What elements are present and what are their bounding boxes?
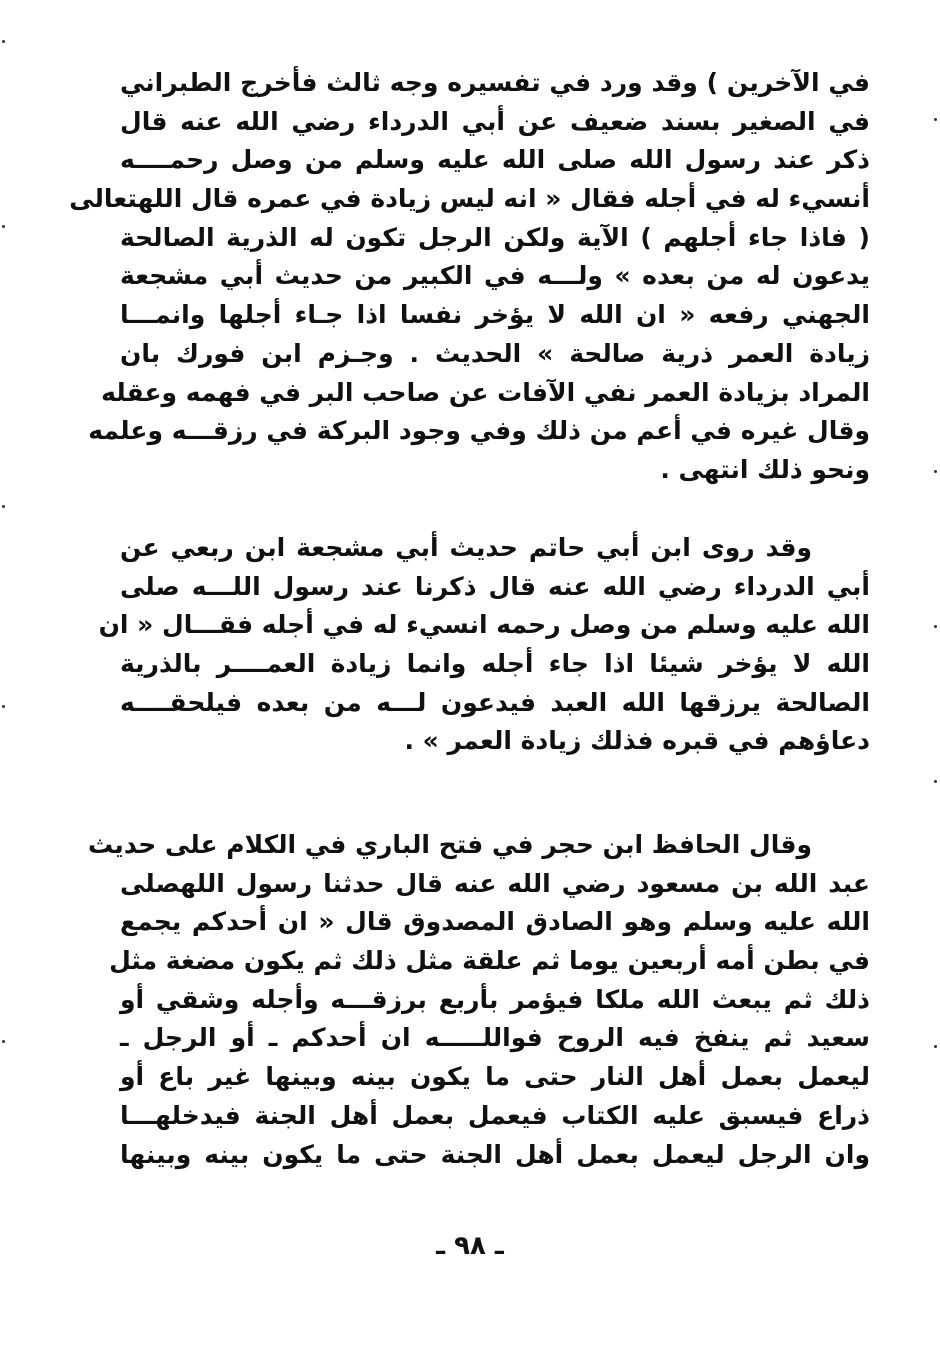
text-line: سعيد ثم ينفخ فيه الروح فواللـــــه ان أحدكم ـ أو الرجل ـ	[120, 1023, 870, 1053]
scan-speck	[2, 1040, 5, 1043]
scan-speck	[934, 1045, 937, 1048]
text-line: أبي الدرداء رضي الله عنه قال ذكرنا عند رسول اللـــه صلى	[120, 571, 870, 601]
scan-speck	[934, 118, 937, 121]
text-line: في الآخرين ) وقد ورد في تفسيره وجه ثالث فأخرج الطبراني	[120, 68, 870, 97]
text-line: وقال غيره في أعم من ذلك وفي وجود البركة في رزقـــه وعلمه	[88, 416, 870, 446]
scan-speck	[2, 40, 5, 43]
text-line: الصالحة يرزقها الله العبد فيدعون لـــه من بعده فيلحقــــه	[120, 687, 870, 717]
text-line: وقال الحافظ ابن حجر في فتح الباري في الكلام على حديث	[87, 830, 812, 859]
text-line: الجهني رفعه « ان الله لا يؤخر نفسا اذا جـاء أجلها وانمـــا	[120, 300, 870, 330]
text-line: وان الرجل ليعمل بعمل أهل الجنة حتى ما يكون بينه وبينها	[120, 1139, 870, 1169]
text-line: أنسيء له في أجله فقال « انه ليس زيادة في عمره قال اللهتعالى	[69, 184, 870, 214]
text-line: ( فاذا جاء أجلهم ) الآية ولكن الرجل تكون له الذرية الصالحة	[120, 222, 870, 252]
paragraph-2	[98, 529, 870, 761]
paragraph-1	[69, 64, 870, 490]
text-line: المراد بزيادة العمر نفي الآفات عن صاحب البر في فهمه وعقله	[101, 377, 870, 407]
scan-speck	[934, 780, 937, 783]
scan-speck	[2, 505, 5, 508]
text-line: دعاؤهم في قبره فذلك زيادة العمر » .	[404, 726, 870, 756]
text-line: ونحو ذلك انتهى .	[660, 454, 870, 484]
paragraph-3	[87, 826, 870, 1174]
scan-speck	[934, 625, 937, 628]
scan-speck	[2, 225, 5, 228]
text-line: الله عليه وسلم وهو الصادق المصدوق قال « ان أحدكم يجمع	[120, 907, 870, 937]
text-line: ذكر عند رسول الله صلى الله عليه وسلم من وصل رحمــــه	[120, 145, 870, 175]
text-line: ذلك ثم يبعث الله ملكا فيؤمر بأربع برزقـــه وأجله وشقي أو	[120, 984, 870, 1014]
text-line: في الصغير بسند ضعيف عن أبي الدرداء رضي الله عنه قال	[120, 106, 870, 136]
text-line: الله لا يؤخر شيئا اذا جاء أجله وانما زيادة العمــــر بالذرية	[120, 649, 870, 679]
text-line: ليعمل بعمل أهل النار حتى ما يكون بينه وبينها غير باع أو	[120, 1062, 870, 1092]
text-line: عبد الله بن مسعود رضي الله عنه قال حدثنا رسول اللهصلى	[120, 868, 870, 898]
text-line: ذراع فيسبق عليه الكتاب فيعمل بعمل أهل الجنة فيدخلهـــا	[120, 1100, 870, 1130]
text-line: الله عليه وسلم من وصل رحمه انسيء له في أجله فقـــال « ان	[98, 610, 870, 640]
text-line: زيادة العمر ذرية صالحة » الحديث . وجـزم ابن فورك بان	[120, 338, 870, 368]
scan-speck	[2, 705, 5, 708]
scan-speck	[934, 470, 937, 473]
text-line: يدعون له من بعده » ولـــه في الكبير من حديث أبي مشجعة	[120, 261, 870, 291]
text-line: في بطن أمه أربعين يوما ثم علقة مثل ذلك ثم يكون مضغة مثل	[109, 946, 870, 976]
text-line: وقد روى ابن أبي حاتم حديث أبي مشجعة ابن ربعي عن	[120, 533, 812, 562]
page-number: ـ ٩٨ ـ	[436, 1231, 504, 1261]
